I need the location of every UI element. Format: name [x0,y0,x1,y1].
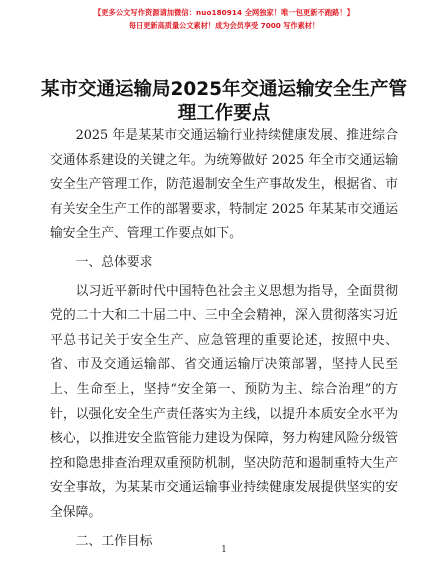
section-1-paragraph: 以习近平新时代中国特色社会主义思想为指导，全面贯彻党的二十大和二十届二中、三中全会精神，深入贯彻落实习近平总书记关于安全生产、应急管理的重要论述，按照中央、省、市及交通运输部、省交通运输厅决策部署，坚持人民至上、生命至上，坚持“安全第一、预防为主、综合治理”的方针，以强化安全生产责任落实为主线，以提升本质安全水平为核心，以推进安全监管能力建设为保障，努力构建风险分级管控和隐患排查治理双重预防机制，坚决防范和遏制重特大生产安全事故，为某某市交通运输事业持续健康发展提供坚实的安全保障。 [50,283,398,520]
page-number: 1 [221,545,227,555]
promo-banner-line-1: 【更多公文写作资源请加微信：nuo180914 全网独家！唯一包更新不跑路！】 [93,8,355,17]
document-title: 某市交通运输局2025年交通运输安全生产管理工作要点 [41,79,407,124]
promo-banner-line-2: 每日更新高质量公文素材！成为会员享受 7000 写作素材！ [128,21,320,30]
section-2-heading: 二、工作目标 [75,533,153,549]
document-body [50,124,398,554]
promo-banner [0,6,448,32]
intro-paragraph: 2025 年是某某市交通运输行业持续健康发展、推进综合交通体系建设的关键之年。为统筹做好 2025 年全市交通运输安全生产管理工作，防范遏制安全生产事故发生，根据省、市有关安全生产工作的部署要求，特制定 2025 年某某市交通运输安全生产、管理工作要点如下。 [50,128,398,242]
section-1-heading: 一、总体要求 [75,254,153,270]
